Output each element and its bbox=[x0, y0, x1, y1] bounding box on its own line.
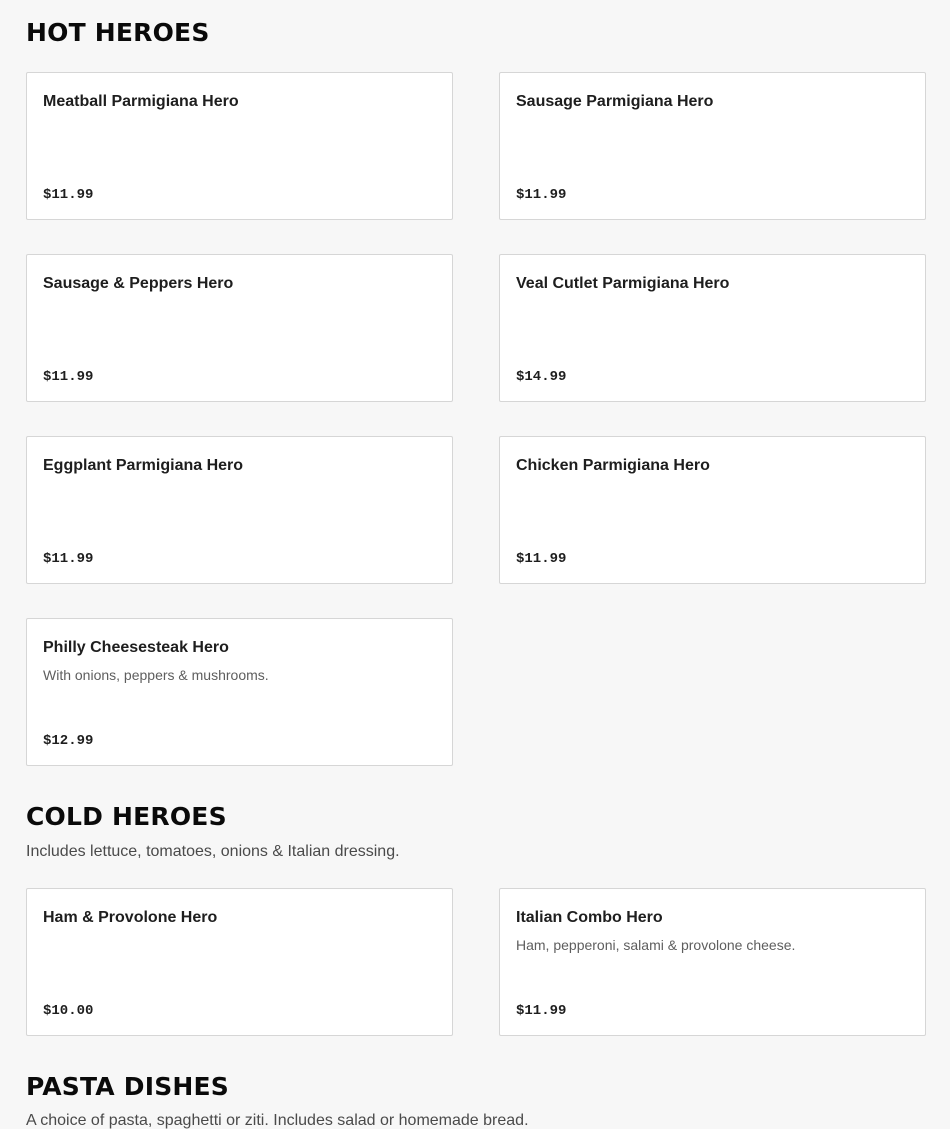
menu-item-card[interactable] bbox=[499, 254, 926, 402]
section-description-cold-heroes: Includes lettuce, tomatoes, onions & Italian dressing. bbox=[26, 843, 400, 860]
section-title-pasta-dishes: PASTA DISHES bbox=[26, 1072, 230, 1101]
menu-item-card[interactable] bbox=[26, 618, 453, 766]
menu-item-card[interactable] bbox=[499, 72, 926, 220]
menu-item-price: $11.99 bbox=[516, 187, 567, 203]
menu-item-price: $11.99 bbox=[516, 1003, 567, 1019]
menu-item-name: Italian Combo Hero bbox=[516, 909, 663, 926]
menu-item-price: $11.99 bbox=[43, 187, 94, 203]
menu-item-card[interactable] bbox=[26, 436, 453, 584]
menu-item-card[interactable] bbox=[26, 254, 453, 402]
menu-item-card[interactable] bbox=[26, 72, 453, 220]
menu-item-price: $11.99 bbox=[516, 551, 567, 567]
section-title-hot-heroes: HOT HEROES bbox=[26, 18, 210, 47]
menu-item-name: Veal Cutlet Parmigiana Hero bbox=[516, 275, 730, 292]
menu-item-name: Chicken Parmigiana Hero bbox=[516, 457, 710, 474]
menu-item-name: Sausage & Peppers Hero bbox=[43, 275, 234, 292]
menu-item-card[interactable] bbox=[26, 888, 453, 1036]
menu-item-name: Eggplant Parmigiana Hero bbox=[43, 457, 244, 474]
menu-item-name: Ham & Provolone Hero bbox=[43, 909, 218, 926]
section-title-cold-heroes: COLD HEROES bbox=[26, 802, 227, 831]
menu-item-name: Meatball Parmigiana Hero bbox=[43, 93, 239, 110]
section-description-pasta-dishes: A choice of pasta, spaghetti or ziti. Includes salad or homemade bread. bbox=[26, 1112, 529, 1129]
menu-item-card[interactable] bbox=[499, 436, 926, 584]
menu-item-price: $10.00 bbox=[43, 1003, 94, 1019]
menu-item-description: Ham, pepperoni, salami & provolone cheese. bbox=[516, 937, 796, 953]
menu-item-price: $11.99 bbox=[43, 369, 94, 385]
menu-item-card[interactable] bbox=[499, 888, 926, 1036]
menu-item-name: Sausage Parmigiana Hero bbox=[516, 93, 714, 110]
menu-item-price: $11.99 bbox=[43, 551, 94, 567]
menu-item-price: $14.99 bbox=[516, 369, 567, 385]
menu-item-price: $12.99 bbox=[43, 733, 94, 749]
menu-item-name: Philly Cheesesteak Hero bbox=[43, 639, 229, 656]
menu-item-description: With onions, peppers & mushrooms. bbox=[43, 667, 269, 683]
